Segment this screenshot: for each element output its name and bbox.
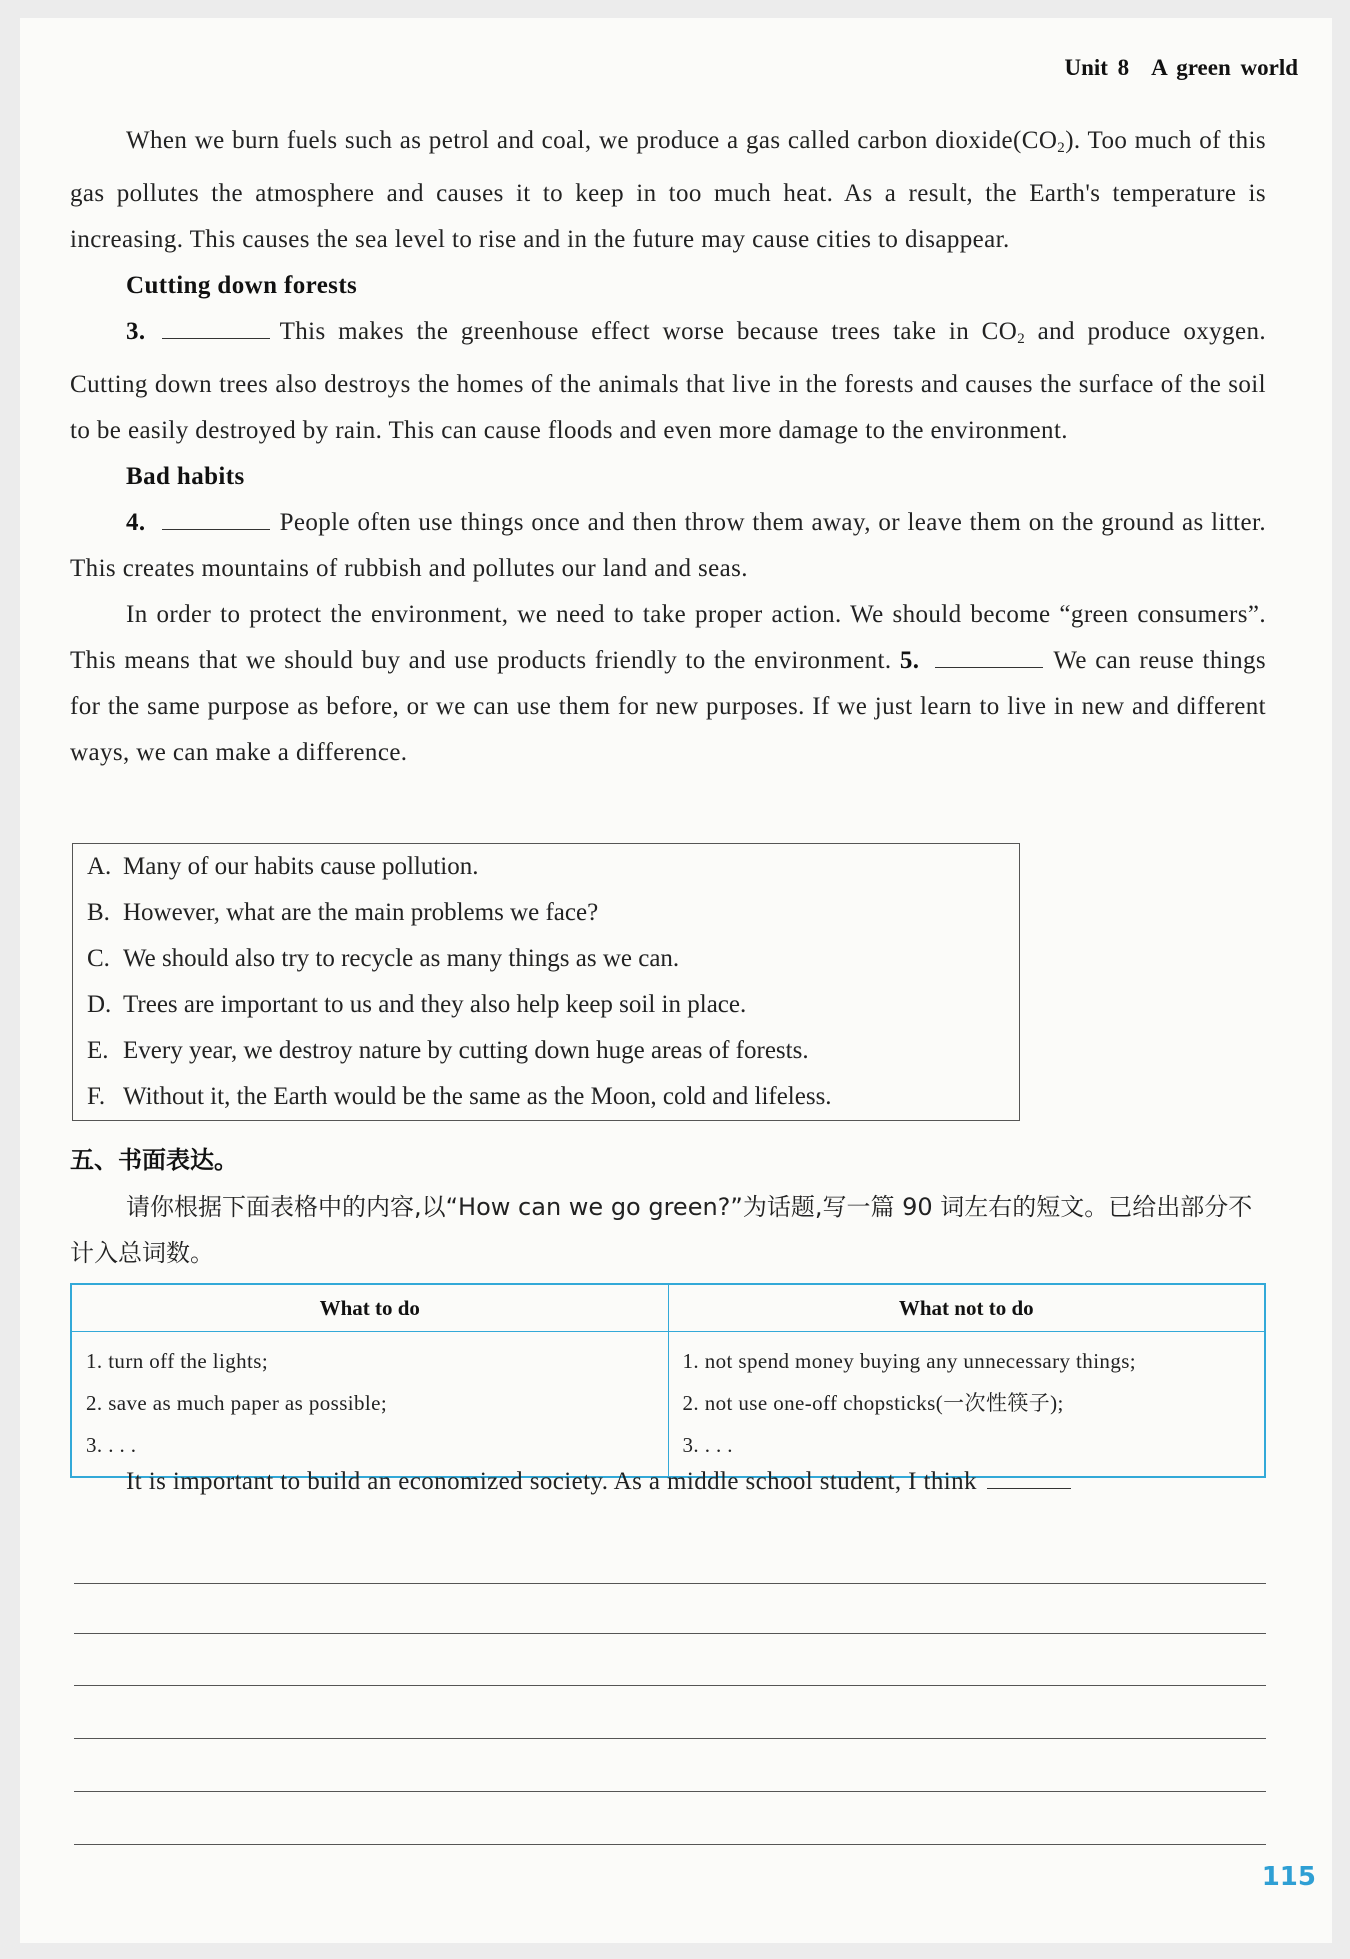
list-item: 2. save as much paper as possible; bbox=[86, 1391, 388, 1415]
answer-blank-4[interactable] bbox=[162, 509, 270, 530]
unit-title: A green world bbox=[1151, 55, 1298, 80]
list-item: 2. not use one-off chopsticks(一次性筷子); bbox=[682, 1391, 1064, 1415]
ideas-table bbox=[70, 1283, 1266, 1478]
paragraph-habits: 4. People often use things once and then throw them away, or leave them on the ground as litter. This creates mountains of rubbish and pollutes our land and seas. bbox=[70, 509, 1266, 582]
question-number-4: 4. bbox=[126, 509, 146, 536]
list-item: 1. turn off the lights; bbox=[86, 1349, 269, 1373]
what-to-do-cell bbox=[71, 1332, 668, 1478]
option-b: B. However, what are the main problems we face? bbox=[87, 899, 599, 926]
answer-blank-5[interactable] bbox=[935, 647, 1043, 668]
writing-prompt: It is important to build an economized society. As a middle school student, I think bbox=[70, 1468, 1266, 1496]
question-number-5: 5. bbox=[899, 647, 920, 674]
option-c: C. We should also try to recycle as many things as we can. bbox=[87, 945, 680, 972]
writing-line-3[interactable] bbox=[74, 1685, 1266, 1686]
table-header-what-to-do: What to do bbox=[71, 1284, 668, 1332]
writing-line-4[interactable] bbox=[74, 1738, 1266, 1739]
what-not-to-do-cell bbox=[668, 1332, 1265, 1478]
list-item: 3. . . . bbox=[682, 1433, 733, 1457]
writing-line-2[interactable] bbox=[74, 1633, 1266, 1634]
paragraph-forests: 3. This makes the greenhouse effect worse because trees take in $CO_2$ and produce oxygen. Cutting down trees also destroys the homes of the animals that live in the forests and causes the surface of the soil to be easily destroyed by rain. This can cause floods and even more damage to the environment. bbox=[70, 318, 1266, 444]
table-header-what-not-to-do: What not to do bbox=[668, 1284, 1265, 1332]
option-e: E. Every year, we destroy nature by cutting down huge areas of forests. bbox=[87, 1037, 809, 1064]
writing-line-1[interactable] bbox=[74, 1583, 1266, 1584]
writing-line-6[interactable] bbox=[74, 1844, 1266, 1845]
page-number: 115 bbox=[1261, 1862, 1316, 1892]
question-number-3: 3. bbox=[126, 318, 146, 345]
writing-blank[interactable] bbox=[987, 1468, 1071, 1489]
paragraph-co2: When we burn fuels such as petrol and coal, we produce a gas called carbon $dioxide(CO_2)$. Too much of this gas pollutes the atmosphere and causes it to keep in too much heat. As a result, the Earth's temperature is increasing. This causes the sea level to rise and in the future may cause cities to disappear. bbox=[70, 127, 1266, 253]
option-a: A. Many of our habits cause pollution. bbox=[87, 853, 479, 880]
writing-line-5[interactable] bbox=[74, 1791, 1266, 1792]
option-f: F. Without it, the Earth would be the same as the Moon, cold and lifeless. bbox=[87, 1083, 832, 1110]
list-item: 3. . . . bbox=[86, 1433, 137, 1457]
writing-instruction: 请你根据下面表格中的内容,以“How can we go green?”为话题,写一篇 90 词左右的短文。已给出部分不计入总词数。 bbox=[70, 1193, 1253, 1267]
options-box bbox=[72, 843, 1020, 1121]
paragraph-action: In order to protect the environment, we need to take proper action. We should become “green consumers”. This means that we should buy and use products friendly to the environment. 5. We can reuse things for the same purpose as before, or we can use them for new purposes. If we just learn to live in new and different ways, we can make a difference. bbox=[70, 601, 1266, 766]
heading-cutting-forests: Cutting down forests bbox=[126, 272, 358, 299]
list-item: 1. not spend money buying any unnecessary things; bbox=[682, 1349, 1137, 1373]
passage bbox=[70, 118, 1266, 776]
unit-label: Unit 8 bbox=[1064, 55, 1130, 80]
section-title: 五、书面表达。 bbox=[70, 1146, 238, 1174]
option-d: D. Trees are important to us and they also help keep soil in place. bbox=[87, 991, 747, 1018]
page-header bbox=[1064, 55, 1298, 81]
heading-bad-habits: Bad habits bbox=[126, 463, 245, 490]
answer-blank-3[interactable] bbox=[162, 318, 270, 339]
